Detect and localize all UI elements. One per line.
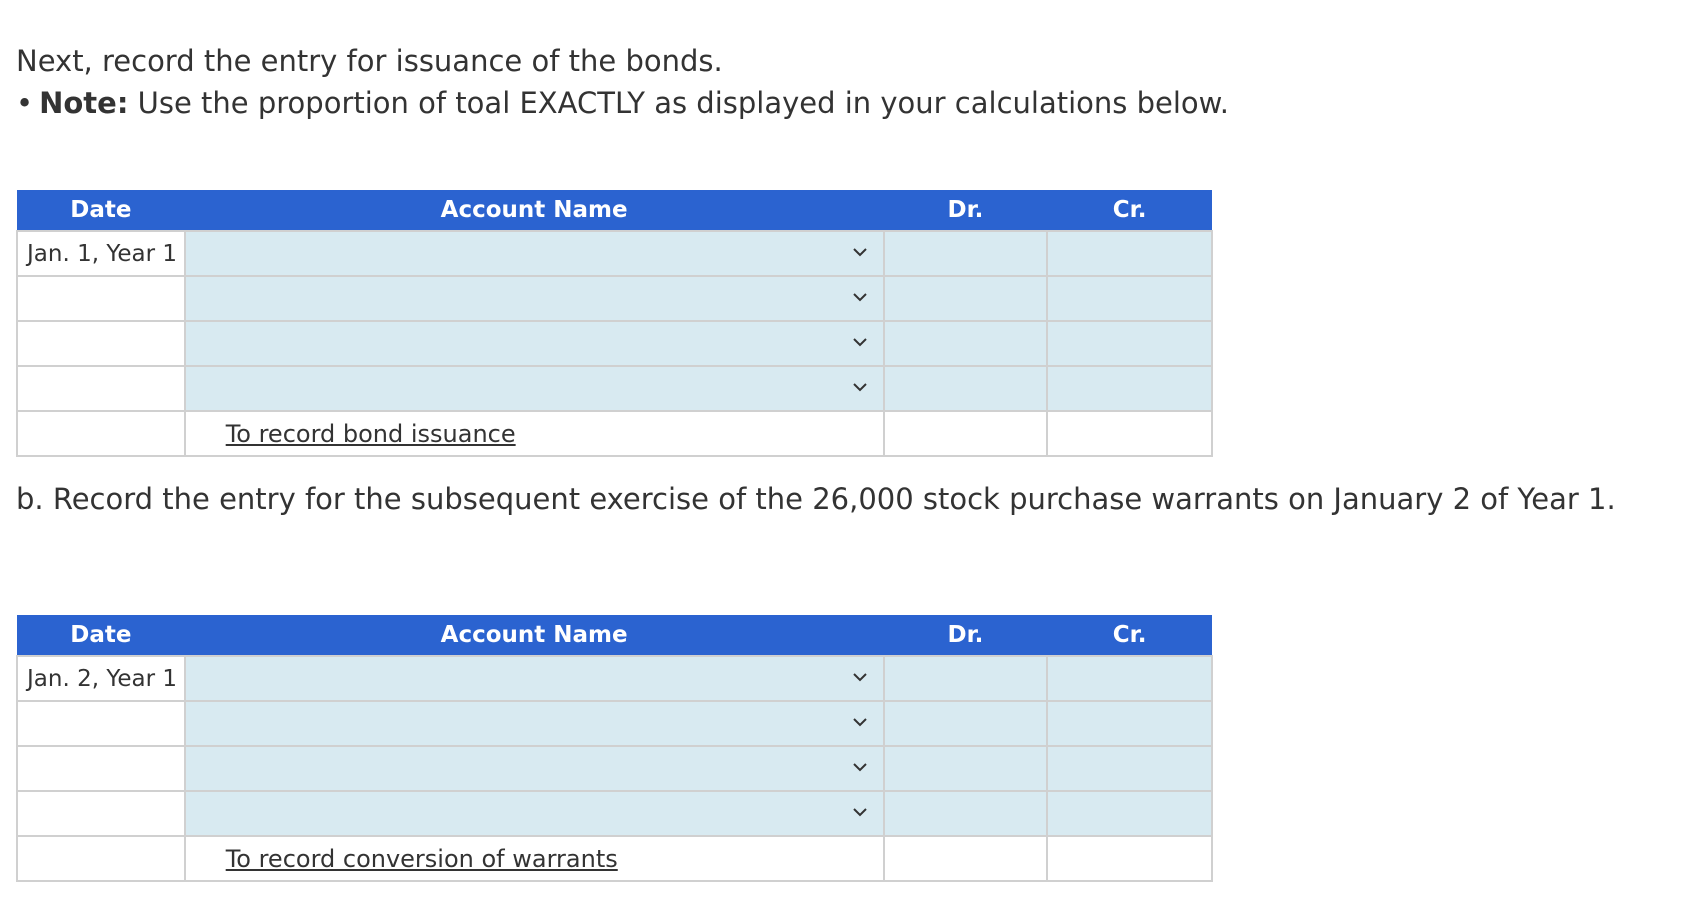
credit-input[interactable] (1047, 746, 1212, 791)
table-row (17, 231, 1212, 276)
dr-header: Dr. (884, 615, 1048, 656)
account-name-dropdown[interactable] (185, 701, 884, 746)
debit-input[interactable] (884, 366, 1048, 411)
note-label: Note: (39, 86, 129, 120)
dr-header: Dr. (884, 190, 1048, 231)
memo-link-bond-issuance[interactable]: To record bond issuance (225, 419, 516, 448)
debit-input[interactable] (884, 701, 1048, 746)
date-cell (17, 701, 185, 746)
memo-cell (185, 836, 884, 881)
account-name-dropdown[interactable] (185, 791, 884, 836)
memo-row (17, 836, 1212, 881)
date-cell (17, 321, 185, 366)
account-name-dropdown[interactable] (185, 321, 884, 366)
date-header: Date (17, 615, 185, 656)
date-cell (17, 791, 185, 836)
chevron-down-icon (851, 378, 869, 396)
date-cell (17, 411, 185, 456)
account-name-dropdown[interactable] (185, 746, 884, 791)
table-row (17, 746, 1212, 791)
debit-input[interactable] (884, 231, 1048, 276)
date-cell (17, 836, 185, 881)
cr-header: Cr. (1047, 615, 1212, 656)
table-row (17, 366, 1212, 411)
date-cell (17, 746, 185, 791)
bullet: • (16, 86, 34, 120)
debit-input[interactable] (884, 791, 1048, 836)
chevron-down-icon (851, 713, 869, 731)
table-row (17, 656, 1212, 701)
date-cell (17, 366, 185, 411)
debit-input[interactable] (884, 656, 1048, 701)
instruction-issuance: Next, record the entry for issuance of the bonds. (16, 44, 723, 78)
debit-input[interactable] (884, 276, 1048, 321)
table-row (17, 276, 1212, 321)
debit-total-cell (884, 411, 1048, 456)
debit-input[interactable] (884, 321, 1048, 366)
table-row (17, 701, 1212, 746)
account-name-dropdown[interactable] (185, 231, 884, 276)
date-cell (17, 276, 185, 321)
credit-input[interactable] (1047, 701, 1212, 746)
table-row (17, 321, 1212, 366)
chevron-down-icon (851, 668, 869, 686)
account-name-dropdown[interactable] (185, 366, 884, 411)
debit-total-cell (884, 836, 1048, 881)
note-text: Use the proportion of toal EXACTLY as displayed in your calculations below. (128, 86, 1229, 120)
credit-input[interactable] (1047, 366, 1212, 411)
instruction-part-b: b. Record the entry for the subsequent exercise of the 26,000 stock purchase warrants on January 2 of Year 1. (16, 482, 1616, 516)
account-name-header: Account Name (185, 190, 884, 231)
instruction-note (16, 82, 1229, 124)
date-cell: Jan. 2, Year 1 (17, 656, 185, 701)
credit-input[interactable] (1047, 276, 1212, 321)
chevron-down-icon (851, 333, 869, 351)
account-name-dropdown[interactable] (185, 276, 884, 321)
journal-table-warrant-exercise (16, 615, 1213, 882)
date-header: Date (17, 190, 185, 231)
debit-input[interactable] (884, 746, 1048, 791)
memo-link-warrant-conversion[interactable]: To record conversion of warrants (225, 844, 618, 873)
credit-input[interactable] (1047, 656, 1212, 701)
credit-input[interactable] (1047, 231, 1212, 276)
header-row (17, 190, 1212, 231)
date-cell: Jan. 1, Year 1 (17, 231, 185, 276)
credit-input[interactable] (1047, 321, 1212, 366)
credit-input[interactable] (1047, 791, 1212, 836)
header-row (17, 615, 1212, 656)
credit-total-cell (1047, 411, 1212, 456)
cr-header: Cr. (1047, 190, 1212, 231)
table-row (17, 791, 1212, 836)
credit-total-cell (1047, 836, 1212, 881)
memo-row (17, 411, 1212, 456)
chevron-down-icon (851, 758, 869, 776)
account-name-dropdown[interactable] (185, 656, 884, 701)
account-name-header: Account Name (185, 615, 884, 656)
memo-cell (185, 411, 884, 456)
chevron-down-icon (851, 243, 869, 261)
chevron-down-icon (851, 803, 869, 821)
journal-table-bond-issuance (16, 190, 1213, 457)
chevron-down-icon (851, 288, 869, 306)
